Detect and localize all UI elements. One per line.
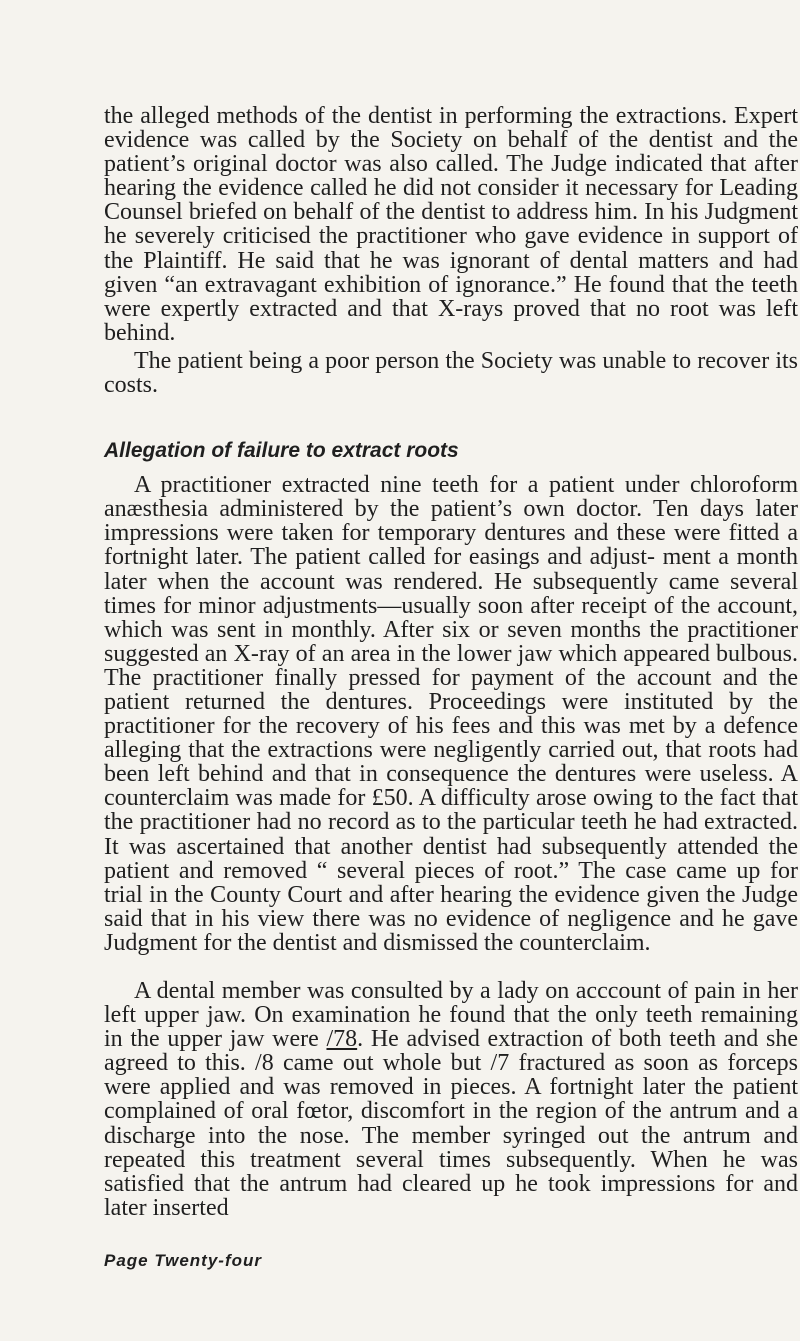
page-body (104, 104, 798, 1220)
section-heading: Allegation of failure to extract roots (104, 439, 459, 463)
paragraph-costs: The patient being a poor person the Society was unable to recover its costs. (104, 347, 798, 399)
paragraph-upper-jaw (104, 979, 798, 1220)
text-run: fractured as soon as forceps were applied and was removed in pieces. A fortnight later the patient complained of oral fœtor, discomfort in the region of the antrum and a discharge into the nose. The member syringed out the antrum and repeated this treatment several times subsequently. When he was satisfied that the antrum had cleared up he took impressions for and later inserted (104, 1050, 798, 1221)
text-run: . He advised extraction of both teeth and she agreed to this. (104, 1026, 798, 1077)
paragraph-expert-evidence: the alleged methods of the dentist in performing the extractions. Expert evidence was called by the Society on behalf of the dentist and the patient’s original doctor was also called. The Judge indicated that after hearing the evidence called he did not consider it necessary for Leading Counsel briefed on behalf of the dentist to address him. In his Judgment he severely criticised the practitioner who gave evidence in support of the Plaintiff. He said that he was ignorant of dental matters and had given “an extravagant exhibition of ignorance.” He found that the teeth were expertly extracted and that X-rays proved that no root was left behind. (104, 103, 798, 346)
page-footer: Page Twenty-four (104, 1251, 262, 1270)
text-run: came out whole but (273, 1050, 491, 1077)
tooth-notation: /8 (255, 1050, 274, 1077)
tooth-notation: /7 (490, 1050, 510, 1077)
paragraph-nine-teeth: A practitioner extracted nine teeth for a patient under chloroform anæsthesia administered by the patient’s own doctor. Ten days later impressions were taken for temporary dentures and these were fitted a fortnight later. The patient called for easings and adjust- ment a month later when the account was rendered. He subsequently came several times for minor adjustments—usually soon after receipt of the account, which was sent in monthly. After six or seven months the practitioner suggested an X-ray of an area in the lower jaw which appeared bulbous. The practitioner finally pressed for payment of the account and the patient returned the dentures. Proceedings were instituted by the practitioner for the recovery of his fees and this was met by a defence alleging that the extractions were negligently carried out, that roots had been left behind and that in consequence the dentures were useless. A counterclaim was made for £50. A difficulty arose owing to the fact that the practitioner had no record as to the particular teeth he had extracted. It was ascertained that another dentist had subsequently attended the patient and removed “ several pieces of root.” The case came up for trial in the County Court and after hearing the evidence given the Judge said that in his view there was no evidence of negligence and he gave Judgment for the dentist and dismissed the counterclaim. (104, 472, 798, 956)
tooth-notation: /78 (326, 1026, 358, 1053)
text-run: A dental member was consulted by a lady on acccount of pain in her left upper jaw. On examination he found that the only teeth remaining in the upper jaw were (104, 978, 798, 1053)
